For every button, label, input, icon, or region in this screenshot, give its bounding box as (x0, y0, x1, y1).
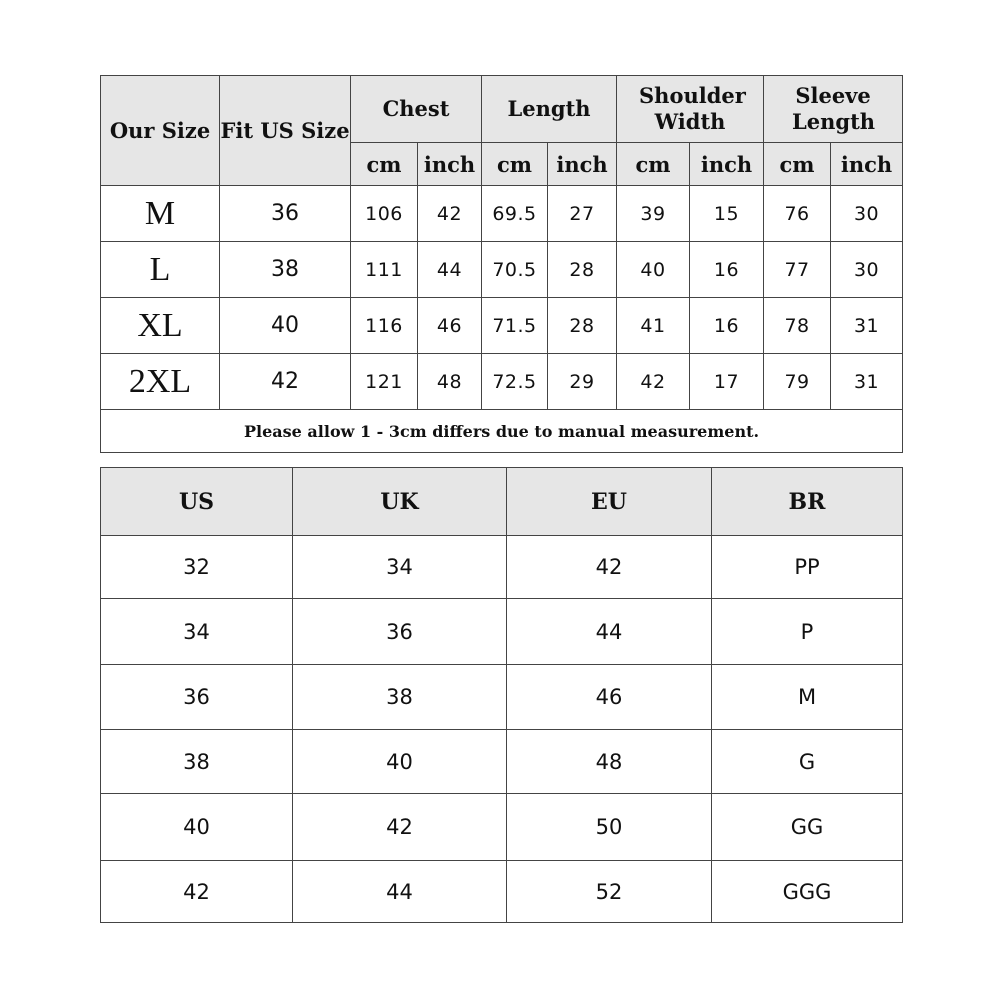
eu-value: 50 (507, 794, 712, 861)
size-label: M (101, 186, 220, 242)
length-cm: 72.5 (482, 354, 548, 410)
length-cm: 71.5 (482, 298, 548, 354)
uk-value: 42 (293, 794, 507, 861)
br-value: P (712, 599, 903, 665)
uk-value: 44 (293, 861, 507, 923)
header-eu: EU (507, 468, 712, 536)
shoulder-inch: 16 (690, 298, 764, 354)
sleeve-inch: 30 (831, 186, 903, 242)
unit-sleeve-cm: cm (764, 143, 831, 186)
conversion-row (101, 536, 903, 599)
shoulder-cm: 40 (617, 242, 690, 298)
us-value: 34 (101, 599, 293, 665)
br-value: GGG (712, 861, 903, 923)
size-label: XL (101, 298, 220, 354)
sleeve-cm: 76 (764, 186, 831, 242)
size-row-xl (101, 298, 903, 354)
size-row-m (101, 186, 903, 242)
chest-cm: 106 (351, 186, 418, 242)
unit-length-inch: inch (548, 143, 617, 186)
header-us: US (101, 468, 293, 536)
shoulder-inch: 17 (690, 354, 764, 410)
sleeve-cm: 78 (764, 298, 831, 354)
header-fit-us-size: Fit US Size (220, 76, 351, 186)
size-row-2xl (101, 354, 903, 410)
br-value: G (712, 730, 903, 794)
header-our-size: Our Size (101, 76, 220, 186)
sleeve-cm: 77 (764, 242, 831, 298)
shoulder-cm: 41 (617, 298, 690, 354)
sleeve-inch: 30 (831, 242, 903, 298)
measurement-note: Please allow 1 - 3cm differs due to manual measurement. (101, 410, 903, 453)
unit-chest-cm: cm (351, 143, 418, 186)
us-value: 42 (101, 861, 293, 923)
uk-value: 40 (293, 730, 507, 794)
us-size-value: 36 (220, 186, 351, 242)
length-inch: 28 (548, 242, 617, 298)
us-size-value: 38 (220, 242, 351, 298)
length-inch: 28 (548, 298, 617, 354)
us-value: 40 (101, 794, 293, 861)
unit-sleeve-inch: inch (831, 143, 903, 186)
uk-value: 38 (293, 665, 507, 730)
unit-chest-inch: inch (418, 143, 482, 186)
br-value: PP (712, 536, 903, 599)
header-length: Length (482, 76, 617, 143)
eu-value: 52 (507, 861, 712, 923)
header-shoulder-width: Shoulder Width (617, 76, 764, 143)
uk-value: 34 (293, 536, 507, 599)
br-value: GG (712, 794, 903, 861)
unit-length-cm: cm (482, 143, 548, 186)
us-size-value: 42 (220, 354, 351, 410)
sleeve-inch: 31 (831, 298, 903, 354)
shoulder-inch: 16 (690, 242, 764, 298)
header-sleeve-length: Sleeve Length (764, 76, 903, 143)
size-row-l (101, 242, 903, 298)
conversion-row (101, 861, 903, 923)
chest-inch: 46 (418, 298, 482, 354)
sleeve-inch: 31 (831, 354, 903, 410)
length-cm: 69.5 (482, 186, 548, 242)
eu-value: 44 (507, 599, 712, 665)
eu-value: 42 (507, 536, 712, 599)
length-inch: 29 (548, 354, 617, 410)
sleeve-cm: 79 (764, 354, 831, 410)
chest-cm: 111 (351, 242, 418, 298)
chest-cm: 121 (351, 354, 418, 410)
length-inch: 27 (548, 186, 617, 242)
size-chart-table (100, 75, 903, 453)
chest-inch: 44 (418, 242, 482, 298)
header-uk: UK (293, 468, 507, 536)
conversion-row (101, 665, 903, 730)
eu-value: 46 (507, 665, 712, 730)
length-cm: 70.5 (482, 242, 548, 298)
unit-shoulder-inch: inch (690, 143, 764, 186)
size-conversion-table (100, 467, 903, 923)
us-value: 32 (101, 536, 293, 599)
unit-shoulder-cm: cm (617, 143, 690, 186)
chest-inch: 42 (418, 186, 482, 242)
chest-inch: 48 (418, 354, 482, 410)
size-label: L (101, 242, 220, 298)
shoulder-inch: 15 (690, 186, 764, 242)
us-value: 38 (101, 730, 293, 794)
conversion-row (101, 599, 903, 665)
size-label: 2XL (101, 354, 220, 410)
us-size-value: 40 (220, 298, 351, 354)
shoulder-cm: 39 (617, 186, 690, 242)
conversion-row (101, 794, 903, 861)
uk-value: 36 (293, 599, 507, 665)
eu-value: 48 (507, 730, 712, 794)
br-value: M (712, 665, 903, 730)
header-chest: Chest (351, 76, 482, 143)
shoulder-cm: 42 (617, 354, 690, 410)
header-br: BR (712, 468, 903, 536)
conversion-row (101, 730, 903, 794)
us-value: 36 (101, 665, 293, 730)
chest-cm: 116 (351, 298, 418, 354)
